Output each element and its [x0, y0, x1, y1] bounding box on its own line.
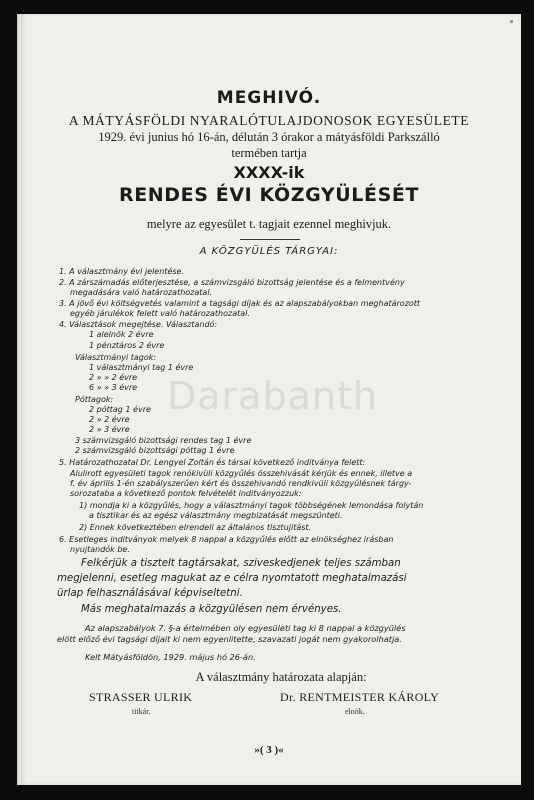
agenda-item: 3. A jövő évi költségvetés valamint a tagsági díjak és az alapszabályokban meghatározott	[59, 299, 421, 308]
agenda-item: 2) Ennek következtében elrendeli az általános tisztujitást.	[79, 523, 312, 532]
meeting-number: XXXX-ik	[233, 163, 305, 182]
page-number: »( 3 )«	[254, 744, 284, 756]
signatory-right-role: elnök.	[345, 707, 365, 716]
place-date: Kelt Mátyásföldön, 1929. május hó 26-án.	[85, 652, 256, 662]
organization-line: A MÁTYÁSFÖLDI NYARALÓTULAJDONOSOK EGYESÜLETE	[68, 113, 470, 128]
agenda-item: nyujtandók be.	[70, 545, 130, 554]
watermark: Darabanth	[167, 374, 378, 418]
rule-line: Az alapszabályok 7. §-a értelmében oly egyesületi tag ki 8 nappal a közgyülés	[85, 623, 406, 633]
agenda-item: 5. Határozathozatal Dr. Lengyel Zoltán és társai következő inditványa felett:	[59, 458, 366, 467]
agenda-item: 4. Választások megejtése. Választandó:	[59, 320, 218, 329]
agenda-item: 3 számvizsgáló bizottsági rendes tag 1 évre	[75, 436, 252, 445]
agenda-item: Póttagok:	[75, 395, 114, 404]
agenda-item: Alulirott egyesületi tagok renókivüli közgyűlés összehivását kérjük és ennek, illetve a	[70, 469, 413, 478]
agenda-item: 1. A választmány évi jelentése.	[59, 267, 184, 276]
invite-line: melyre az egyesület t. tagjait ezennel meghivjuk.	[146, 217, 392, 231]
agenda-item: 2 » 3 évre	[89, 425, 130, 434]
agenda-item: 1 választmányi tag 1 évre	[89, 363, 194, 372]
appeal-line: megjelenni, esetleg magukat az e célra nyomtatott meghatalmazási	[57, 573, 407, 584]
agenda-item: 1 alelnök 2 évre	[89, 330, 154, 339]
agenda-item: Választmányi tagok:	[75, 353, 157, 362]
agenda-item: sorozataba a következő pontok felvételét inditványozzuk:	[70, 489, 302, 498]
document-page	[17, 14, 521, 785]
agenda-item: 2 » » 2 évre	[89, 373, 138, 382]
agenda-item: megadására való határozathozatal.	[70, 288, 213, 297]
agenda-item: 6. Esetleges inditványok melyek 8 nappal a közgyűlés előtt az elnökséghez irásban	[59, 535, 394, 544]
agenda-item: f. év április 1-én szabályszerűen kért és összehivandó rendkivüli közgyűlésnek tárgy-	[70, 479, 412, 488]
agenda-item: 2. A zárszámadás előterjesztése, a számvizsgáló bizottság jelentése és a felmentvény	[59, 278, 405, 287]
meeting-title: RENDES ÉVI KÖZGYÜLÉSÉT	[119, 184, 419, 206]
agenda-item: 2 » 2 évre	[89, 415, 130, 424]
signatory-left: STRASSER ULRIK	[89, 690, 193, 704]
agenda-item: 2 póttag 1 évre	[89, 405, 151, 414]
rule-line: elött előző évi tagsági díjait ki nem egyenlitette, szavazati jogát nem gyakorolhatja.	[57, 634, 402, 644]
appeal-line: Más meghatalmazás a közgyülésen nem érvényes.	[81, 604, 342, 615]
agenda-item: 1) mondja ki a közgyűlés, hogy a választmányi tagok többségének lemondása folytán	[79, 501, 424, 510]
decision-line: A választmány határozata alapján:	[195, 670, 367, 684]
date-line: 1929. évi junius hó 16-án, délután 3 órakor a mátyásföldi Parkszálló	[98, 130, 440, 144]
document-title: MEGHIVÓ.	[216, 88, 322, 108]
agenda-item: 2 számvizsgáló bizottsági póttag 1 évre	[75, 446, 235, 455]
signatory-left-role: titkár.	[132, 707, 151, 716]
agenda-item: egyéb járulékok felett való határozathozatal.	[70, 309, 250, 318]
agenda-item: 1 pénztáros 2 évre	[89, 341, 165, 350]
signatory-right: Dr. RENTMEISTER KÁROLY	[280, 690, 440, 704]
venue-line: termében tartja	[231, 146, 307, 160]
agenda-heading: A KÖZGYÜLÉS TÁRGYAI:	[199, 246, 339, 257]
appeal-line: ürlap felhasználásával képviseltetni.	[57, 588, 243, 599]
agenda-item: a tisztikar és az egész választmány megbizatását megszünteti.	[89, 511, 343, 520]
appeal-line: Felkérjük a tisztelt tagtársakat, sziveskedjenek teljes számban	[81, 558, 401, 569]
agenda-item: 6 » » 3 évre	[89, 383, 138, 392]
